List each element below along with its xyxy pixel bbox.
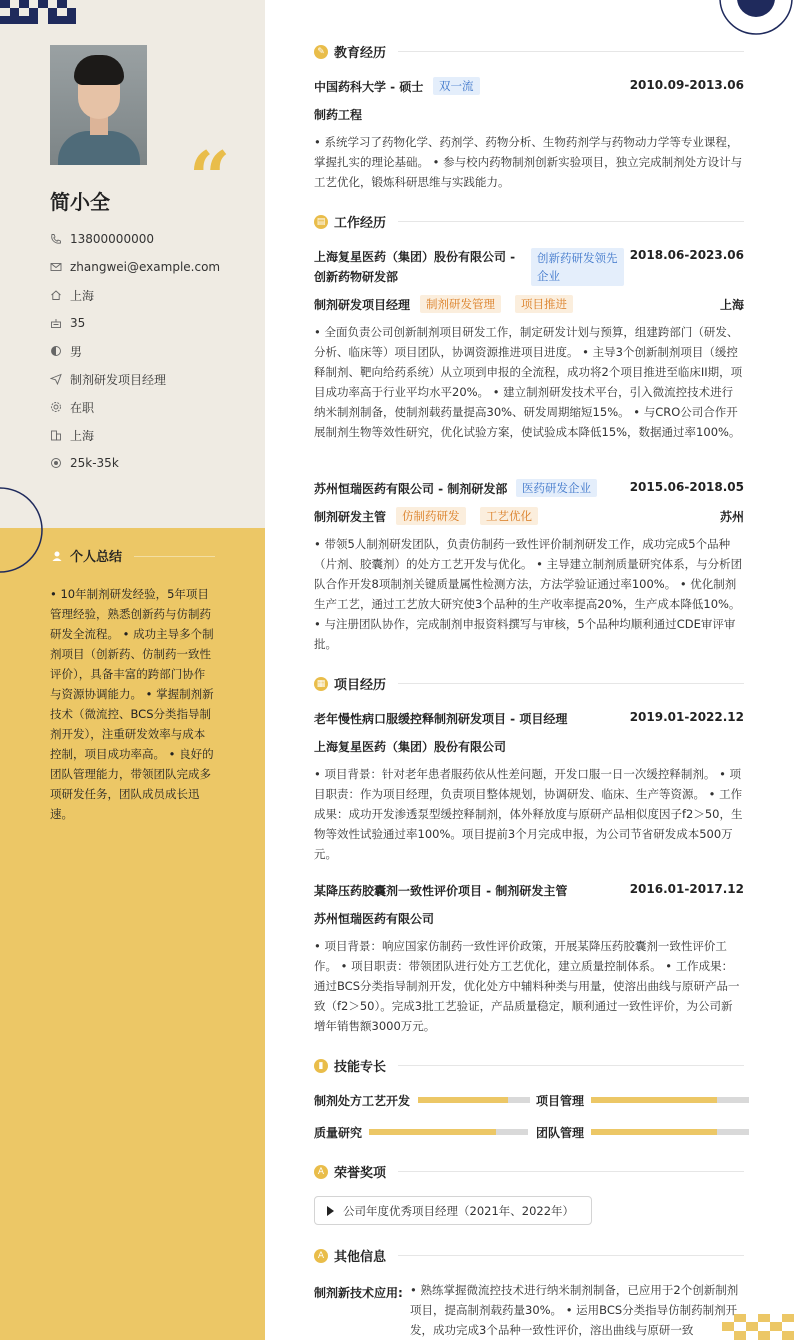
education-icon: ✎ [314,45,328,59]
skills-header: ▮ 技能专长 [314,1056,744,1075]
skill-bar-2 [591,1097,749,1103]
project-date-1: 2019.01-2022.12 [629,710,744,724]
work-company-2: 苏州恒瑞医药有限公司 - 制剂研发部 [314,482,508,496]
education-date: 2010.09-2013.06 [629,78,744,92]
project-date-2: 2016.01-2017.12 [629,882,744,896]
person-icon [50,549,64,563]
work-date-2: 2015.06-2018.05 [629,480,744,494]
project-name-1: 老年慢性病口服缓控释制剂研发项目 - 项目经理 [314,712,568,726]
work-role-1: 制剂研发项目经理 [314,298,411,312]
age-icon [50,317,62,329]
work-city-2: 苏州 [719,510,744,524]
info-gender: 男 [50,337,220,365]
projects-header: ▦ 项目经历 [314,674,744,693]
phone-icon [50,233,62,245]
grid-icon: ▦ [314,677,328,691]
work-skill-tag-2b: 工艺优化 [480,507,538,525]
info-position: 制剂研发项目经理 [50,365,220,393]
caret-right-icon [327,1206,334,1216]
salary-icon [50,457,62,469]
info-age: 35 [50,309,220,337]
awards-header: A 荣誉奖项 [314,1162,744,1181]
project-company-2: 苏州恒瑞医药有限公司 [314,912,435,926]
info-status: 在职 [50,393,220,421]
info-phone: 13800000000 [50,225,220,253]
work-desc-1: • 全面负责公司创新制剂项目研发工作，制定研发计划与预算，组建跨部门（研发、分析、临床等）项目团队，协调资源推进项目进度。 • 主导3个创新制剂项目（缓控释制剂、靶向给药系统）从立项到申报的全流程，成功将2个项目推进至临床II期，项目成功率高于行业平均水平20%。 • 建立制剂研发技术平台，引入微流控技术进行纳米制剂制备，使制剂载药量提高30%、研发周期缩短15%。 • 与CRO公司合作开展制剂生物等效性研究，优化试验方案，使试验成本降低15%，数据通过率100%。 [314,325,743,439]
work-skill-tag-1a: 制剂研发管理 [420,295,501,313]
work-company-1: 上海复星医药（集团）股份有限公司 - 创新药物研发部 [314,250,516,284]
circle-decoration-left [0,486,44,574]
sidebar [0,0,265,1340]
others-label: 制剂新技术应用: [314,1286,403,1300]
contact-info-list [50,225,220,477]
others-header: A 其他信息 [314,1246,744,1265]
candidate-name: 简小全 [50,190,110,214]
avatar [50,45,147,165]
work-role-2: 制剂研发主管 [314,510,387,524]
others-icon: A [314,1249,328,1263]
summary-text: • 10年制剂研发经验，5年项目管理经验，熟悉创新药与仿制药研发全流程。 • 成功主导多个制剂项目（创新药、仿制药一致性评价），具备丰富的跨部门协作与资源协调能力。 • 掌握制剂新技术（微流控、BCS分类指导制剂开发），注重研发效率与成本控制，项目成功率高。 • 良好的团队管理能力，带领团队完成多项研发任务，团队成员成长迅速。 [50,587,214,821]
others-text: • 熟练掌握微流控技术进行纳米制剂制备，已应用于2个创新制剂项目，提高制剂载药量30%。 • 运用BCS分类指导仿制药制剂开发，成功完成3个品种一致性评价，溶出曲线与原研一致 [410,1283,739,1337]
summary-divider [134,556,215,557]
skill-label-2: 项目管理 [536,1094,585,1108]
education-desc: • 系统学习了药物化学、药剂学、药物分析、生物药剂学与药物动力学等专业课程，掌握扎实的理论基础。 • 参与校内药物制剂创新实验项目，独立完成制剂处方设计与工艺优化，锻炼科研思维与实践能力。 [314,135,743,189]
city-icon [50,429,62,441]
summary-header: 个人总结 [50,546,122,565]
position-icon [50,373,62,385]
education-major: 制药工程 [314,108,363,122]
quote-icon: “ [189,135,231,220]
work-desc-2: • 带领5人制剂研发团队，负责仿制药一致性评价制剂研发工作，成功完成5个品种（片剂、胶囊剂）的处方工艺开发与优化。 • 主导建立制剂质量研究体系，与分析团队合作开发8项制剂关键质量属性检测方法，方法学验证通过率100%。 • 优化制剂生产工艺，通过工艺放大研究使3个品种的生产收率提高20%，生产成本降低10%。 • 与注册团队协作，完成制剂申报资料撰写与审核，5个品种均顺利通过CDE审评审批。 [314,537,743,651]
chart-icon: ▮ [314,1059,328,1073]
award-icon: A [314,1165,328,1179]
work-tag-2: 医药研发企业 [516,479,597,497]
project-desc-1: • 项目背景：针对老年患者服药依从性差问题，开发口服一日一次缓控释制剂。 • 项目职责：作为项目经理，负责项目整体规划，协调研发、临床、生产等资源。 • 工作成果：成功开发渗透泵型缓控释制剂，体外释放度与原研产品相似度因子f2＞50，生物等效性试验通过率100%。项目提前3个月完成申报，为公司节省研发成本500万元。 [314,767,743,861]
gender-icon [50,345,62,357]
award-item: 公司年度优秀项目经理（2021年、2022年） [314,1196,592,1225]
skill-label-4: 团队管理 [536,1126,585,1140]
info-salary: 25k-35k [50,449,220,477]
work-skill-tag-2a: 仿制药研发 [396,507,466,525]
skill-bar-3 [369,1129,528,1135]
education-tag: 双一流 [433,77,480,95]
info-location: 上海 [50,281,220,309]
briefcase-icon: ▤ [314,215,328,229]
home-icon [50,289,62,301]
work-skill-tag-1b: 项目推进 [515,295,573,313]
checker-decoration [0,0,76,24]
mail-icon [50,261,62,273]
education-header: ✎ 教育经历 [314,42,744,61]
skill-label-1: 制剂处方工艺开发 [314,1094,411,1108]
work-tag-1: 创新药研发领先企业 [531,248,624,286]
project-name-2: 某降压药胶囊剂一致性评价项目 - 制剂研发主管 [314,884,568,898]
info-city: 上海 [50,421,220,449]
info-email: zhangwei@example.com [50,253,220,281]
status-icon [50,401,62,413]
project-desc-2: • 项目背景：响应国家仿制药一致性评价政策，开展某降压药胶囊剂一致性评价工作。 • 项目职责：带领团队进行处方工艺优化，建立质量控制体系。 • 工作成果：通过BCS分类指导制剂开发，优化处方中辅料种类与用量，使溶出曲线与原研产品一致（f2＞50）。完成3批工艺验证，产品质量稳定，顺利通过一致性评价，为公司新增年销售额3000万元。 [314,939,740,1033]
circle-decoration-top-right [718,0,794,38]
skill-bar-1 [418,1097,530,1103]
skill-bar-4 [591,1129,749,1135]
work-date-1: 2018.06-2023.06 [629,248,744,262]
work-city-1: 上海 [719,298,744,312]
work-header: ▤ 工作经历 [314,212,744,231]
education-school: 中国药科大学 - 硕士 [314,80,424,94]
project-company-1: 上海复星医药（集团）股份有限公司 [314,740,507,754]
skill-label-3: 质量研究 [314,1126,363,1140]
